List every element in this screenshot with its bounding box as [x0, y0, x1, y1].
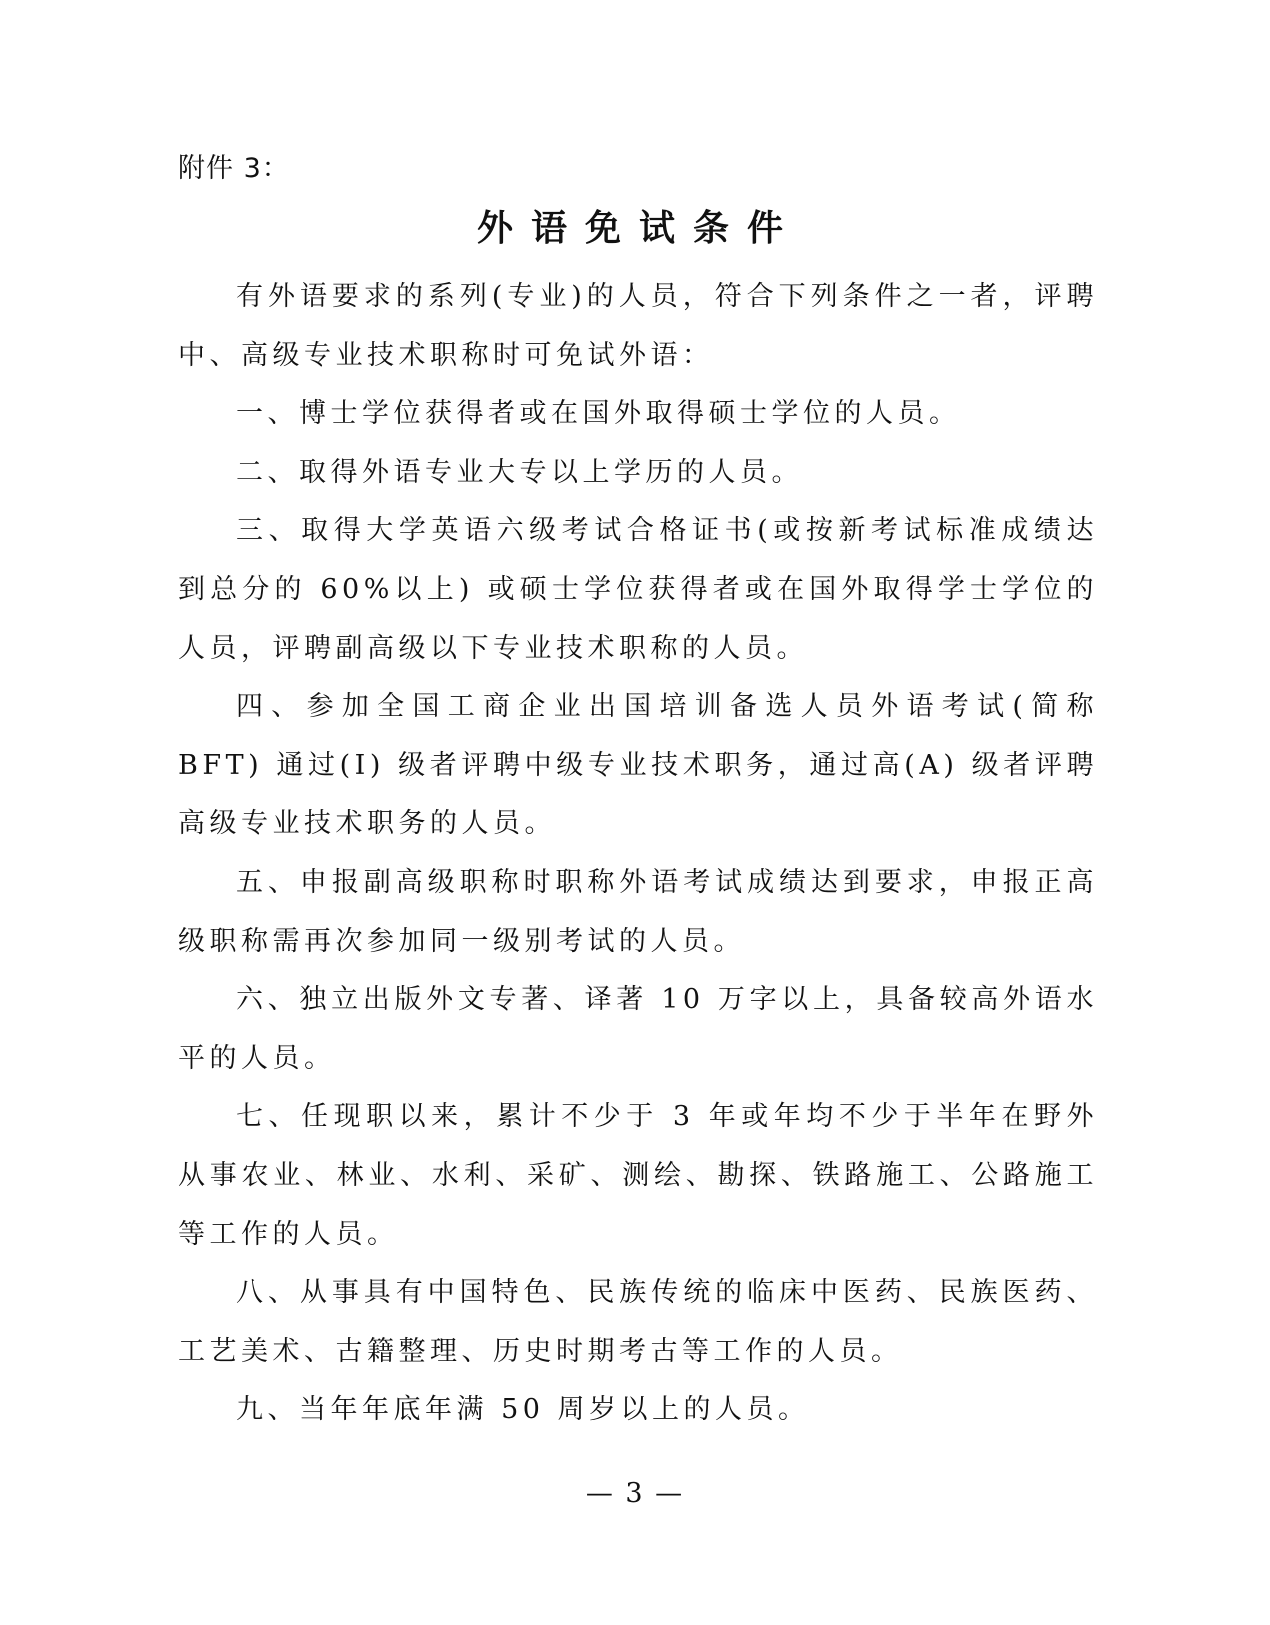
condition-1: 一、博士学位获得者或在国外取得硕士学位的人员。 [236, 398, 961, 430]
condition-8: 八、从事具有中国特色、民族传统的临床中医药、民族医药、工艺美术、古籍整理、历史时期考古等工作的人员。 [178, 1277, 1098, 1367]
condition-7: 七、任现职以来，累计不少于 3 年或年均不少于半年在野外从事农业、林业、水利、采矿、测绘、勘探、铁路施工、公路施工等工作的人员。 [178, 1101, 1098, 1250]
condition-4: 四、参加全国工商企业出国培训备选人员外语考试(简称 BFT) 通过(I) 级者评聘中级专业技术职务，通过高(A) 级者评聘高级专业技术职务的人员。 [178, 691, 1098, 840]
intro-paragraph: 有外语要求的系列(专业)的人员，符合下列条件之一者，评聘中、高级专业技术职称时可免试外语： [178, 281, 1098, 371]
document-title: 外语免试条件 [476, 208, 801, 249]
attachment-label: 附件 3： [178, 153, 290, 184]
condition-2: 二、取得外语专业大专以上学历的人员。 [236, 456, 803, 488]
condition-9: 九、当年年底年满 50 周岁以上的人员。 [236, 1394, 810, 1426]
condition-3: 三、取得大学英语六级考试合格证书(或按新考试标准成绩达到总分的 60%以上) 或硕士学位获得者或在国外取得学士学位的人员，评聘副高级以下专业技术职称的人员。 [178, 515, 1098, 664]
page-number: — 3 — [585, 1478, 685, 1509]
condition-5: 五、申报副高级职称时职称外语考试成绩达到要求，申报正高级职称需再次参加同一级别考试的人员。 [178, 866, 1098, 957]
condition-6: 六、独立出版外文专著、译著 10 万字以上，具备较高外语水平的人员。 [178, 984, 1098, 1074]
document-body [178, 268, 1098, 1440]
